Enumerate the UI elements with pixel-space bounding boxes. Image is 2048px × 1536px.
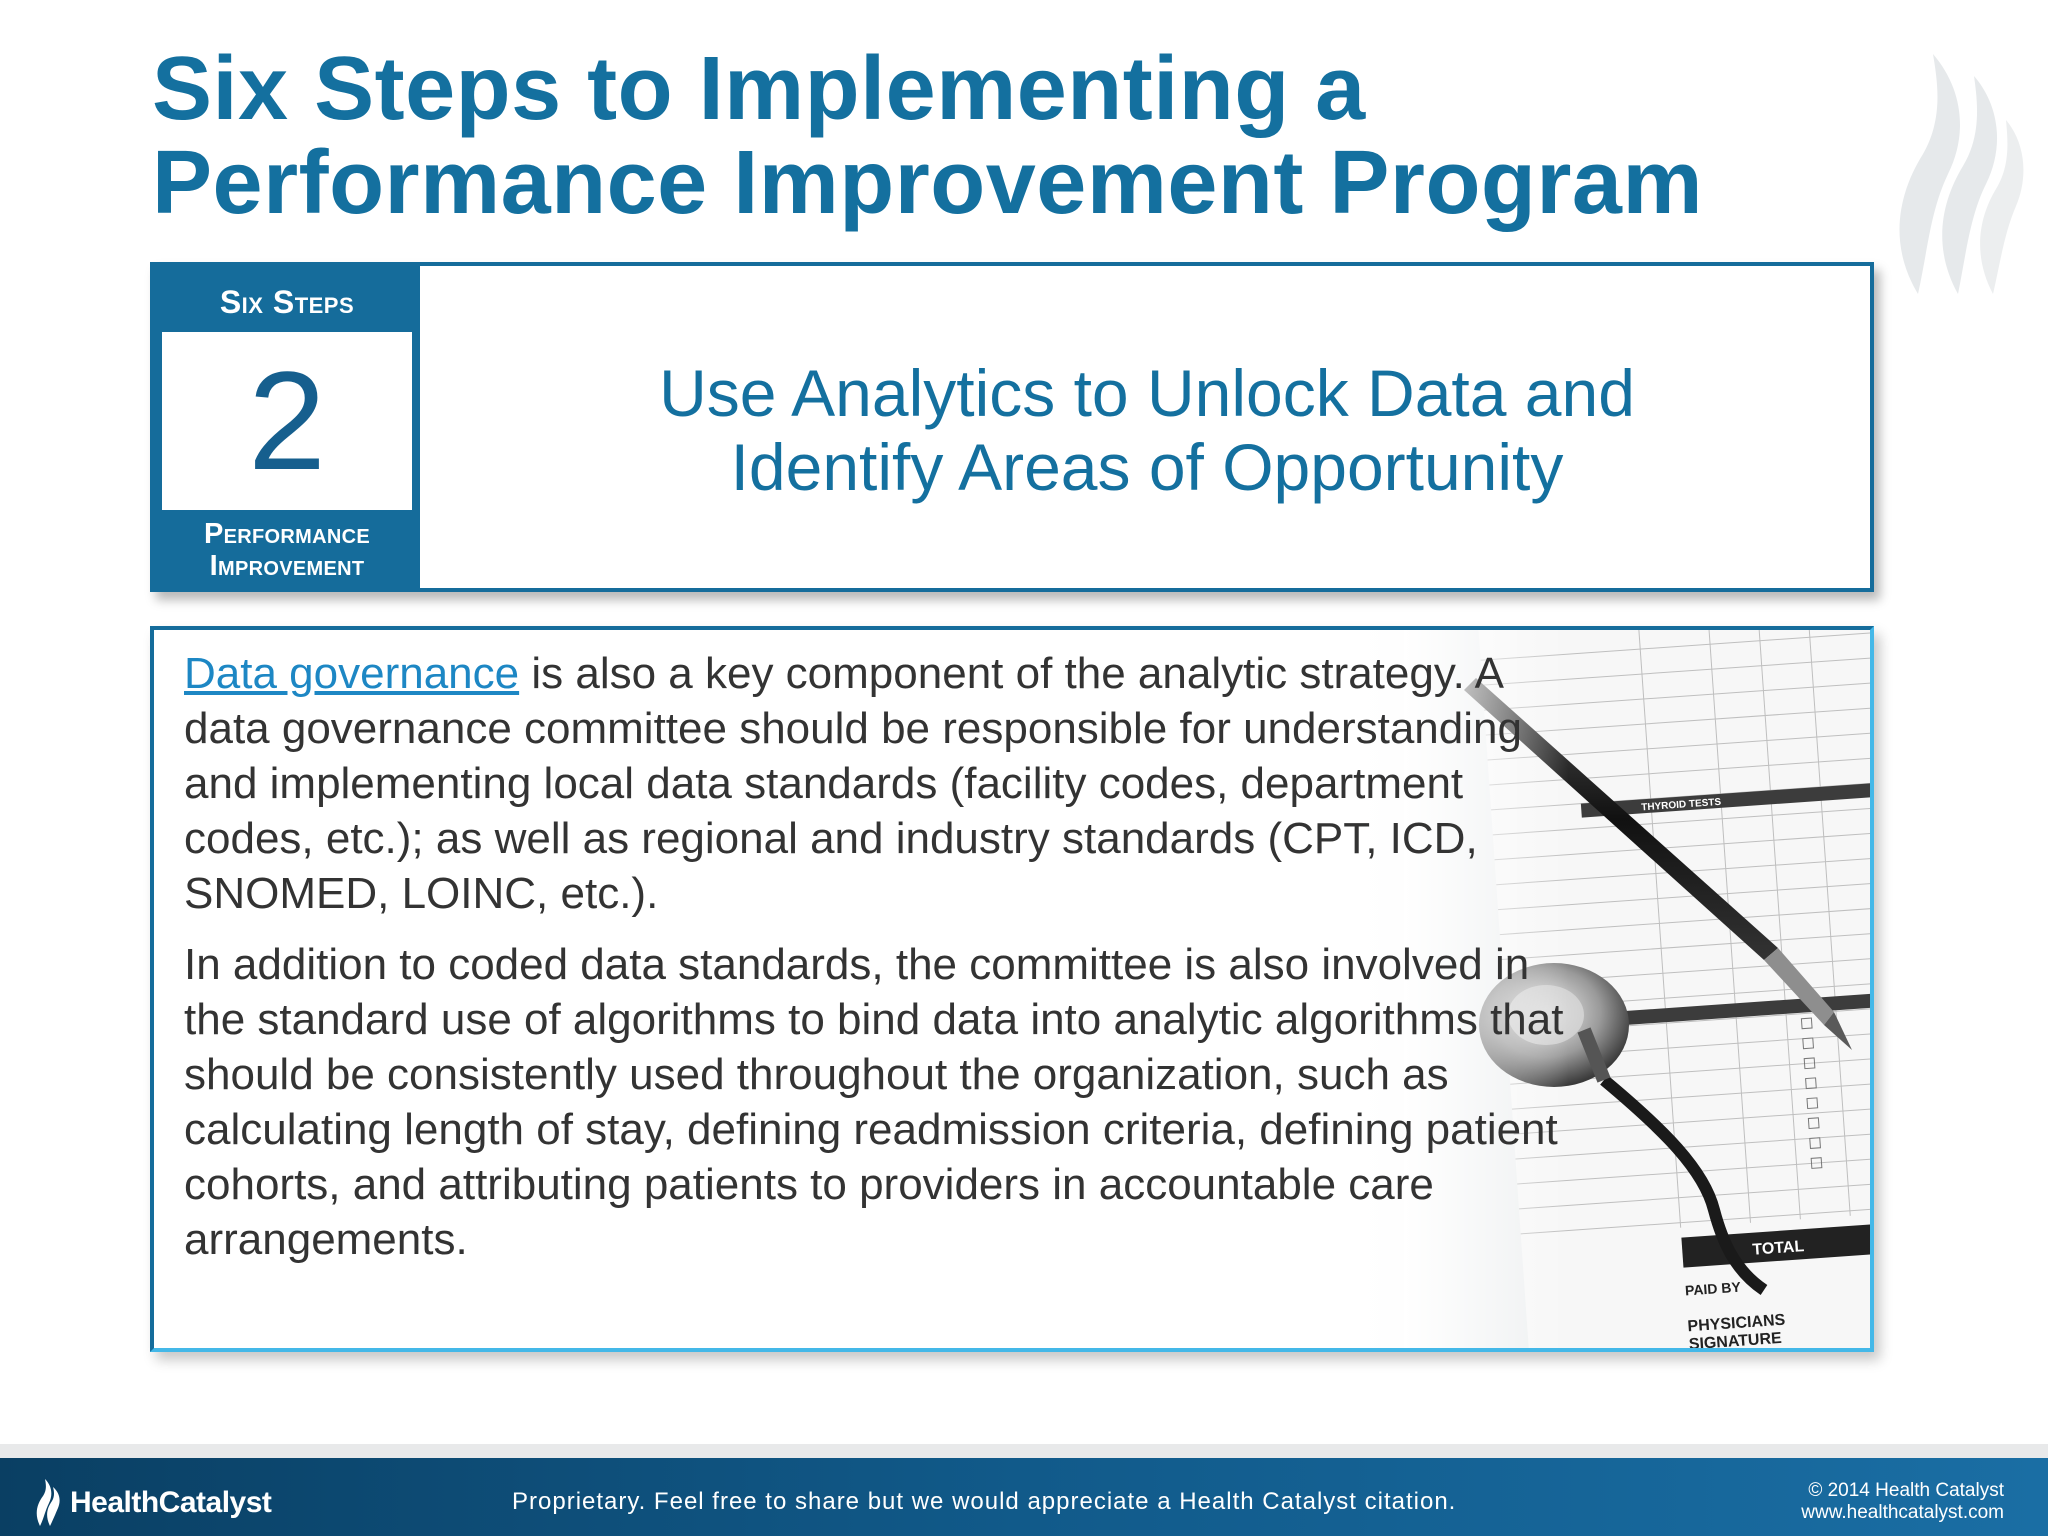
footer-citation-note: Proprietary. Feel free to share but we would appreciate a Health Catalyst citation. xyxy=(512,1488,1457,1515)
health-catalyst-logo xyxy=(34,1478,271,1528)
content-text xyxy=(184,646,1584,1283)
step-heading xyxy=(444,356,1850,504)
step-number: 2 xyxy=(248,342,326,499)
step-number-box xyxy=(162,332,412,510)
logo-text: HealthCatalyst xyxy=(70,1486,272,1519)
paragraph-2: In addition to coded data standards, the committee is also involved in the standard use of algorithms to bind data into analytic algorithms that should be consistently used throughout the organization, such as calculating length of stay, defining readmission criteria, defining patient cohorts, and attributing patients to providers in accountable care arrangements. xyxy=(184,940,1564,1264)
footer-copyright xyxy=(1801,1480,2004,1524)
slide-title-line2: Performance Improvement Program xyxy=(152,133,1703,233)
step-badge-subtitle xyxy=(154,518,420,582)
step-panel xyxy=(150,262,1874,592)
footer-bar xyxy=(0,1444,2048,1536)
step-badge-subtitle-line2: Improvement xyxy=(209,550,365,582)
step-badge-subtitle-line1: Performance xyxy=(204,518,370,550)
flame-logo-icon xyxy=(34,1478,64,1528)
slide-title-line1: Six Steps to Implementing a xyxy=(152,39,1366,139)
content-panel xyxy=(150,626,1874,1352)
copyright-text: © 2014 Health Catalyst xyxy=(1808,1480,2004,1501)
step-heading-line1: Use Analytics to Unlock Data and xyxy=(659,356,1635,430)
step-badge xyxy=(154,266,420,588)
flame-watermark-icon xyxy=(1878,44,2028,304)
slide-title xyxy=(152,39,1792,233)
data-governance-link[interactable]: Data governance xyxy=(184,649,520,698)
paragraph-1-text: is also a key component of the analytic strategy. A data governance committee should be responsible for understanding and implementing local data standards (facility codes, department codes, etc.); as well as regional and industry standards (CPT, ICD, SNOMED, LOINC, etc.). xyxy=(184,649,1522,918)
paragraph-1 xyxy=(184,646,1584,921)
step-badge-label: Six Steps xyxy=(219,284,355,320)
step-heading-line2: Identify Areas of Opportunity xyxy=(730,430,1564,504)
website-text[interactable]: www.healthcatalyst.com xyxy=(1801,1502,2004,1523)
